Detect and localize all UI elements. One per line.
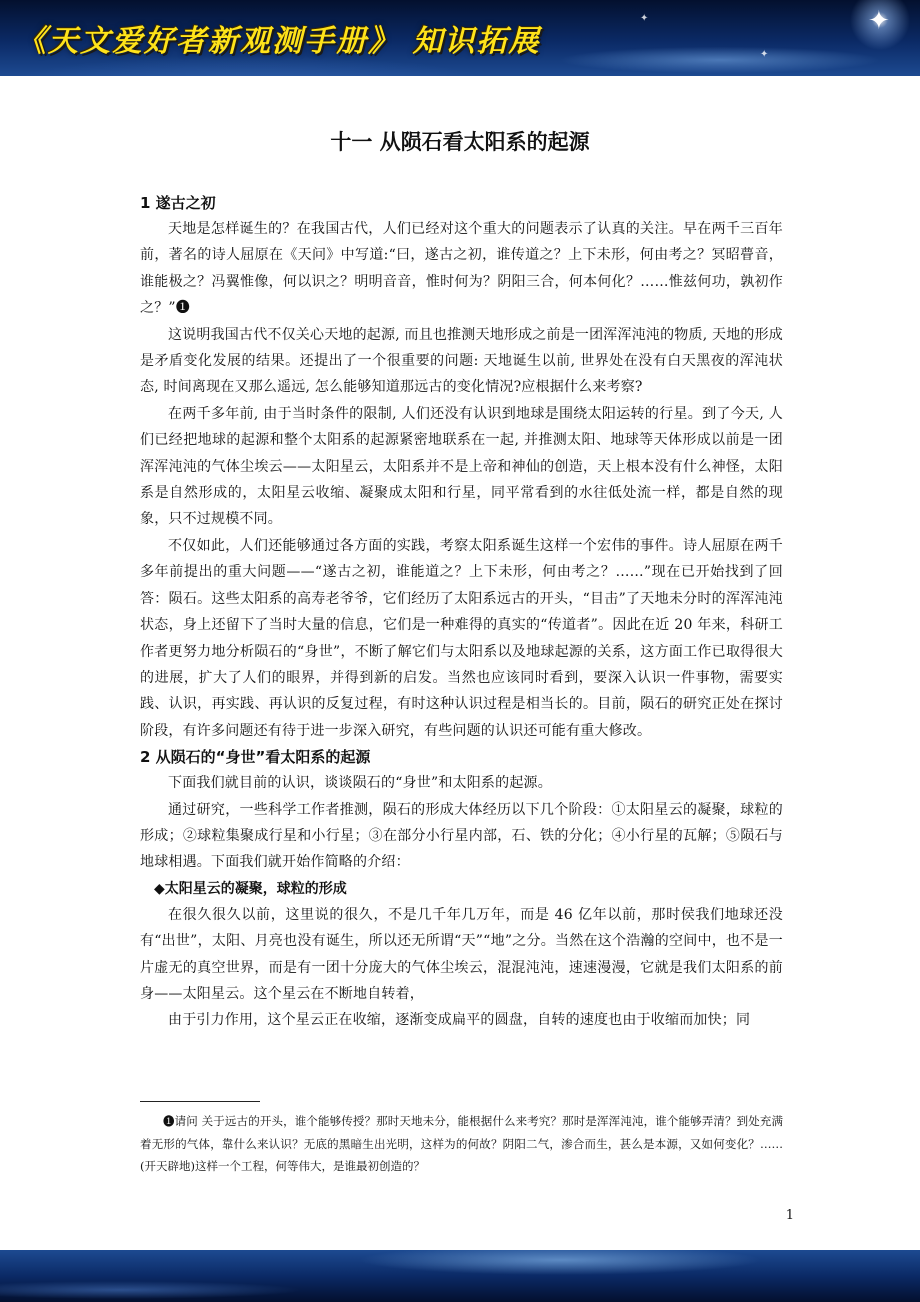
- section-heading: 1 遂古之初: [140, 194, 216, 212]
- paragraph: 在很久很久以前，这里说的很久，不是几千年几万年，而是 46 亿年以前，那时侯我们地球还没有“出世”，太阳、月亮也没有诞生，所以还无所谓“天”“地”之分。当然在这个浩瀚的空间中，也不是一片虚无的真空世界，而是有一团十分庞大的气体尘埃云，混混沌沌，速速漫漫，它就是我们太阳系的前身——太阳星云。这个星云在不断地自转着，: [140, 906, 783, 1002]
- paragraph: 通过研究，一些科学工作者推测，陨石的形成大体经历以下几个阶段：①太阳星云的凝聚，球粒的形成；②球粒集聚成行星和小行星；③在部分小行星内部，石、铁的分化；④小行星的瓦解；⑤陨石与地球相遇。下面我们就开始作简略的介绍：: [140, 801, 783, 871]
- footnote-divider: [140, 1101, 260, 1102]
- paragraph: 在两千多年前, 由于当时条件的限制, 人们还没有认识到地球是围绕太阳运转的行星。到了今天, 人们已经把地球的起源和整个太阳系的起源紧密地联系在一起, 并推测太阳、地球等天体形成以前是一团浑浑沌沌的气体尘埃云——太阳星云，太阳系并不是上帝和神仙的创造，天上根本没有什么神怪，太阳系是自然形成的，太阳星云收缩、凝聚成太阳和行星，同平常看到的水往低处流一样，都是自然的现象，只不过规模不同。: [140, 405, 783, 528]
- banner-title: 《天文爱好者新观测手册》 知识拓展: [16, 24, 541, 59]
- subsection-heading: ◆太阳星云的凝聚，球粒的形成: [154, 880, 347, 897]
- footnote: ❶请问 关于远古的开头，谁个能够传授？那时天地未分，能根据什么来考究？那时是浑浑沌沌，谁个能够弄清？到处充满着无形的气体，靠什么来认识？无底的黑暗生出光明，这样为的何故？阴阳二气，渗合而生，甚么是本源，又如何变化？……(开天辟地)这样一个工程，何等伟大，是谁最初创造的？: [140, 1114, 783, 1173]
- header-banner: [0, 0, 920, 76]
- page-title: 十一 从陨石看太阳系的起源: [330, 130, 590, 154]
- footer-banner: [0, 1250, 920, 1302]
- paragraph: 不仅如此，人们还能够通过各方面的实践，考察太阳系诞生这样一个宏伟的事件。诗人屈原在两千多年前提出的重大问题——“遂古之初，谁能道之？上下未形，何由考之？……”现在已开始找到了回答：陨石。这些太阳系的高寿老爷爷，它们经历了太阳系远古的开头，“目击”了天地未分时的浑浑沌沌状态，身上还留下了当时大量的信息，它们是一种难得的真实的“传道者”。因此在近 20 年来，科研工作者更努力地分析陨石的“身世”，不断了解它们与太阳系以及地球起源的关系，这方面工作已取得很大的进展，扩大了人们的眼界，并得到新的启发。当然也应该同时看到，要深入认识一件事物，需要实践、认识，再实践、再认识的反复过程，有时这种认识过程是相当长的。目前，陨石的研究正处在探讨阶段，有许多问题还有待于进一步深入研究，有些问题的认识还可能有重大修改。: [140, 537, 783, 739]
- small-star-icon: ✦: [640, 13, 649, 24]
- section-heading: 2 从陨石的“身世”看太阳系的起源: [140, 748, 371, 767]
- page-number: 1: [785, 1208, 794, 1223]
- small-star-icon: ✦: [760, 49, 769, 60]
- sparkle-star-icon: ✦: [868, 6, 890, 36]
- article-body: [140, 190, 783, 1034]
- paragraph: 天地是怎样诞生的？在我国古代，人们已经对这个重大的问题表示了认真的关注。早在两千三百年前，著名的诗人屈原在《天问》中写道:“曰，遂古之初，谁传道之？上下未形，何由考之？冥昭瞢音，谁能极之？冯翼惟像，何以识之？明明音音，惟时何为？阴阳三合，何本何化？……惟兹何功，孰初作之？”❶: [140, 221, 783, 317]
- paragraph: 这说明我国古代不仅关心天地的起源, 而且也推测天地形成之前是一团浑浑沌沌的物质, 天地的形成是矛盾变化发展的结果。还提出了一个很重要的问题: 天地诞生以前, 世界处在没有白天黑夜的浑沌状态, 时间离现在又那么遥远, 怎么能够知道那远古的变化情况?应根据什么来考察?: [140, 326, 783, 396]
- paragraph: 由于引力作用，这个星云正在收缩，逐渐变成扁平的圆盘，自转的速度也由于收缩而加快；同: [168, 1012, 751, 1029]
- paragraph: 下面我们就目前的认识，谈谈陨石的“身世”和太阳系的起源。: [168, 775, 552, 792]
